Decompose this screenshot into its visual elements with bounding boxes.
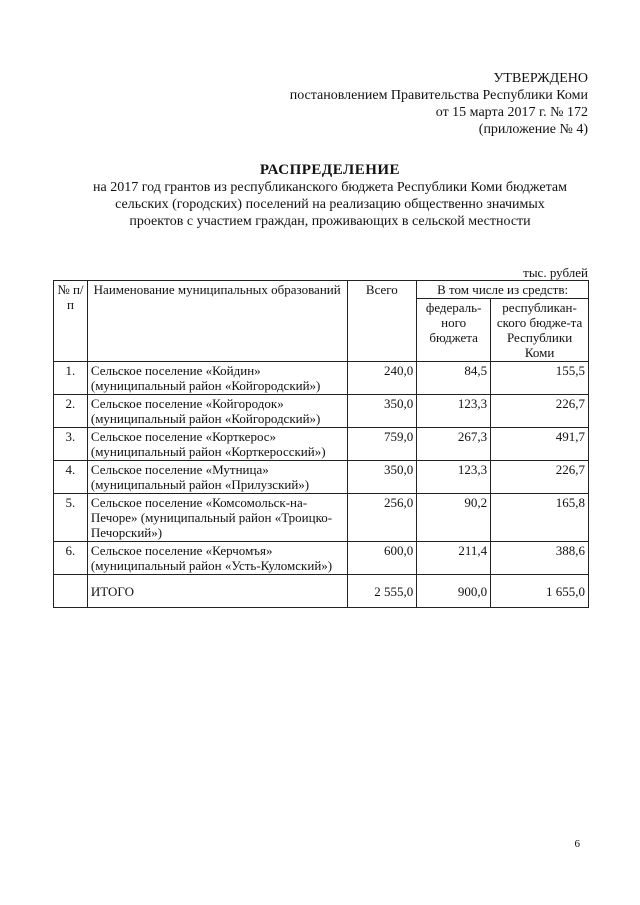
unit-label: тыс. рублей: [523, 265, 588, 280]
header-no: № п/п: [54, 281, 88, 362]
document-subtitle: на 2017 год грантов из республиканского бюджета Республики Коми бюджетам сельских (городских) поселений на реализацию общественно значимых проектов с участием граждан, проживающих в сельской местности: [93, 180, 567, 229]
table-row: [54, 395, 589, 428]
approval-appendix: (приложение № 4): [478, 122, 588, 137]
row-republic: 226,7: [491, 461, 589, 494]
row-no: 1.: [54, 362, 88, 395]
row-no: 4.: [54, 461, 88, 494]
row-total: 256,0: [347, 494, 417, 542]
header-republic: республикан-ского бюдже-та Республики Коми: [491, 299, 589, 362]
row-name: Сельское поселение «Мутница» (муниципальный район «Прилузский»): [87, 461, 347, 494]
approval-block: [290, 70, 588, 138]
table-row: [54, 494, 589, 542]
row-total: 240,0: [347, 362, 417, 395]
row-total: 600,0: [347, 542, 417, 575]
document-title: РАСПРЕДЕЛЕНИЕ: [259, 162, 401, 178]
row-no: 2.: [54, 395, 88, 428]
table-row: [54, 428, 589, 461]
total-sum: 2 555,0: [347, 575, 417, 608]
row-name: Сельское поселение «Койдин» (муниципальный район «Койгородский»): [87, 362, 347, 395]
header-group: В том числе из средств:: [417, 281, 589, 299]
row-name: Сельское поселение «Комсомольск-на-Печоре» (муниципальный район «Троицко-Печорский»): [87, 494, 347, 542]
row-no: 5.: [54, 494, 88, 542]
approval-resolution: постановлением Правительства Республики Коми: [289, 88, 588, 103]
row-name: Сельское поселение «Корткерос» (муниципальный район «Корткеросский»): [87, 428, 347, 461]
row-total: 350,0: [347, 461, 417, 494]
total-republic: 1 655,0: [491, 575, 589, 608]
row-federal: 123,3: [417, 461, 491, 494]
row-republic: 165,8: [491, 494, 589, 542]
distribution-table: [53, 280, 589, 608]
page-number: 6: [574, 838, 580, 850]
row-total: 759,0: [347, 428, 417, 461]
total-label: ИТОГО: [87, 575, 347, 608]
document-heading: [90, 162, 570, 230]
header-total: Всего: [347, 281, 417, 362]
approval-date: от 15 марта 2017 г. № 172: [435, 105, 588, 120]
row-republic: 491,7: [491, 428, 589, 461]
row-republic: 388,6: [491, 542, 589, 575]
table-row: [54, 362, 589, 395]
row-federal: 84,5: [417, 362, 491, 395]
row-republic: 226,7: [491, 395, 589, 428]
total-no: [54, 575, 88, 608]
row-federal: 267,3: [417, 428, 491, 461]
row-no: 3.: [54, 428, 88, 461]
approval-title: УТВЕРЖДЕНО: [493, 71, 588, 86]
total-federal: 900,0: [417, 575, 491, 608]
row-total: 350,0: [347, 395, 417, 428]
row-republic: 155,5: [491, 362, 589, 395]
header-name: Наименование муниципальных образований: [87, 281, 347, 362]
row-federal: 90,2: [417, 494, 491, 542]
row-name: Сельское поселение «Койгородок» (муниципальный район «Койгородский»): [87, 395, 347, 428]
total-row: [54, 575, 589, 608]
row-federal: 211,4: [417, 542, 491, 575]
row-federal: 123,3: [417, 395, 491, 428]
header-federal: федераль-ного бюджета: [417, 299, 491, 362]
table-row: [54, 542, 589, 575]
table-row: [54, 461, 589, 494]
row-name: Сельское поселение «Керчомъя» (муниципальный район «Усть-Куломский»): [87, 542, 347, 575]
row-no: 6.: [54, 542, 88, 575]
